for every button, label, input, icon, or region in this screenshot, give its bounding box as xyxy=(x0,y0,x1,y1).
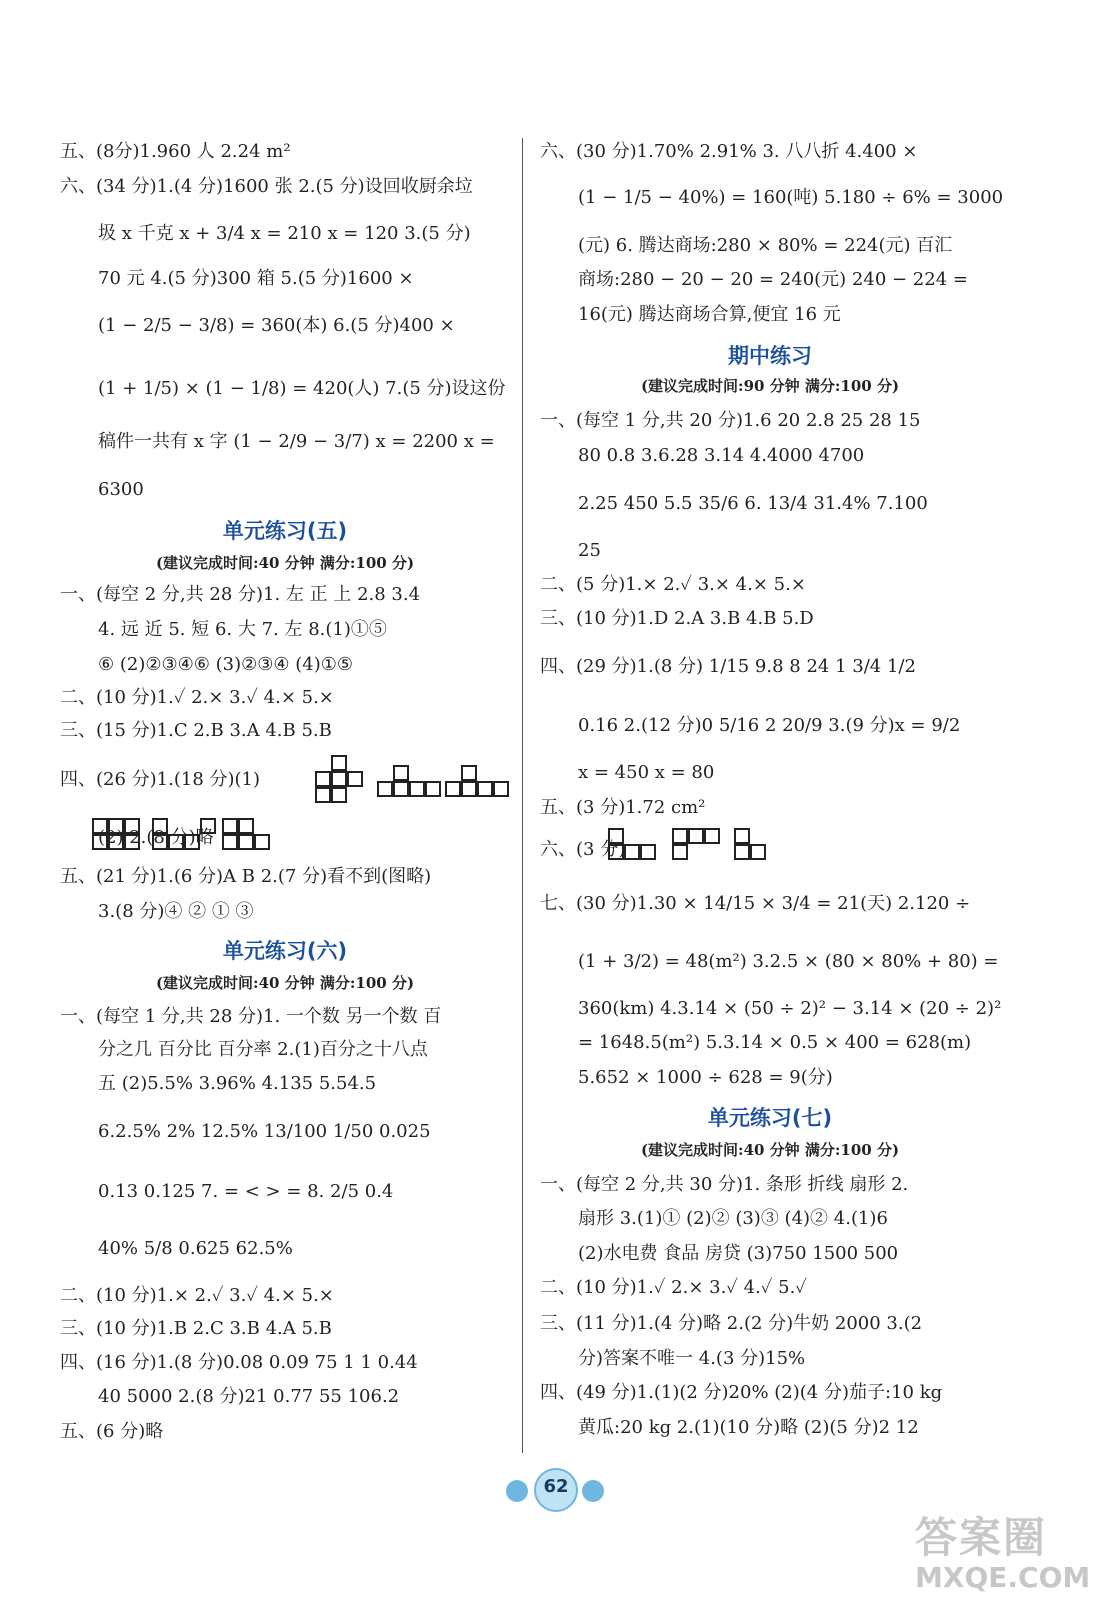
answer-line: 三、(10 分)1.B 2.C 3.B 4.A 5.B xyxy=(60,1318,332,1339)
net-square xyxy=(704,828,720,844)
net-square xyxy=(92,834,108,850)
net-square xyxy=(445,781,461,797)
answer-line: 五、(8分)1.960 人 2.24 m² xyxy=(60,141,291,162)
answer-line: 6300 xyxy=(98,479,144,500)
net-square xyxy=(393,781,409,797)
net-square xyxy=(331,787,347,803)
net-square xyxy=(347,771,363,787)
answer-line: 2.25 450 5.5 35/6 6. 13/4 31.4% 7.100 xyxy=(578,493,928,514)
answer-line: 16(元) 腾达商场合算,便宜 16 元 xyxy=(578,304,841,325)
answer-line: ⑥ (2)②③④⑥ (3)②③④ (4)①⑤ xyxy=(98,654,354,675)
answer-line: 三、(15 分)1.C 2.B 3.A 4.B 5.B xyxy=(60,720,332,741)
section-subheading: (建议完成时间:90 分钟 满分:100 分) xyxy=(640,377,900,395)
answer-line: 六、(34 分)1.(4 分)1600 张 2.(5 分)设回收厨余垃 xyxy=(60,176,473,197)
net-square xyxy=(124,834,140,850)
answer-line: 三、(11 分)1.(4 分)略 2.(2 分)牛奶 2000 3.(2 xyxy=(540,1313,923,1334)
section-heading: 单元练习(七) xyxy=(707,1106,833,1130)
answer-line: (1 + 1/5) × (1 − 1/8) = 420(人) 7.(5 分)设这份 xyxy=(98,378,506,399)
answer-line: 5.652 × 1000 ÷ 628 = 9(分) xyxy=(578,1067,833,1088)
answer-line: 0.16 2.(12 分)0 5/16 2 20/9 3.(9 分)x = 9/2 xyxy=(578,715,961,736)
answer-line: 二、(5 分)1.× 2.✓ 3.× 4.× 5.× xyxy=(540,574,806,595)
answer-line: (元) 6. 腾达商场:280 × 80% = 224(元) 百汇 xyxy=(578,235,953,256)
cube-net-figures-row2 xyxy=(92,818,282,854)
answer-line: 4. 远 近 5. 短 6. 大 7. 左 8.(1)①⑤ xyxy=(98,619,387,640)
answer-line: 3.(8 分)④ ② ① ③ xyxy=(98,901,254,922)
net-square xyxy=(672,844,688,860)
answer-line: (2)水电费 食品 房贷 (3)750 1500 500 xyxy=(578,1243,899,1264)
answer-line: 圾 x 千克 x + 3/4 x = 210 x = 120 3.(5 分) xyxy=(98,223,471,244)
net-square xyxy=(152,818,168,834)
decor-ball-left xyxy=(506,1480,528,1502)
answer-line: 五、(6 分)略 xyxy=(60,1421,164,1442)
watermark-logo xyxy=(915,1505,1090,1594)
net-square xyxy=(315,771,331,787)
section-subheading: (建议完成时间:40 分钟 满分:100 分) xyxy=(155,554,415,572)
net-square xyxy=(331,771,347,787)
watermark-url: MXQE.COM xyxy=(915,1561,1091,1594)
net-square xyxy=(108,818,124,834)
net-square xyxy=(608,828,624,844)
answer-line: 六、(30 分)1.70% 2.91% 3. 八八折 4.400 × xyxy=(540,141,918,162)
page-number-badge xyxy=(490,1468,630,1510)
net-square xyxy=(425,781,441,797)
answer-line: = 1648.5(m²) 5.3.14 × 0.5 × 400 = 628(m) xyxy=(578,1032,972,1053)
answer-line: (1 − 2/5 − 3/8) = 360(本) 6.(5 分)400 × xyxy=(98,315,455,336)
net-square xyxy=(315,787,331,803)
answer-line: (2) 2.(8 分)略 xyxy=(98,827,214,848)
answer-line: 四、(49 分)1.(1)(2 分)20% (2)(4 分)茄子:10 kg xyxy=(540,1382,943,1403)
answer-line: 二、(10 分)1.✓ 2.× 3.✓ 4.✓ 5.✓ xyxy=(540,1277,807,1298)
net-square xyxy=(461,781,477,797)
net-square xyxy=(461,765,477,781)
net-square xyxy=(222,818,238,834)
net-square xyxy=(409,781,425,797)
net-square xyxy=(168,834,184,850)
net-square xyxy=(254,834,270,850)
net-square xyxy=(477,781,493,797)
answer-line: 一、(每空 1 分,共 28 分)1. 一个数 另一个数 百 xyxy=(60,1006,442,1027)
answer-line: 分)答案不唯一 4.(3 分)15% xyxy=(578,1348,806,1369)
answer-line: 一、(每空 2 分,共 30 分)1. 条形 折线 扇形 2. xyxy=(540,1174,909,1195)
watermark-text: 答案圈 xyxy=(915,1513,1048,1562)
answer-line: 40 5000 2.(8 分)21 0.77 55 106.2 xyxy=(98,1386,400,1407)
answer-line: 稿件一共有 x 字 (1 − 2/9 − 3/7) x = 2200 x = xyxy=(98,431,495,452)
answer-line: 80 0.8 3.6.28 3.14 4.4000 4700 xyxy=(578,445,865,466)
net-square xyxy=(377,781,393,797)
net-square xyxy=(672,828,688,844)
section-subheading: (建议完成时间:40 分钟 满分:100 分) xyxy=(155,974,415,992)
answer-line: 黄瓜:20 kg 2.(1)(10 分)略 (2)(5 分)2 12 xyxy=(578,1417,919,1438)
answer-line: 四、(16 分)1.(8 分)0.08 0.09 75 1 1 0.44 xyxy=(60,1352,418,1373)
net-square xyxy=(734,828,750,844)
net-square xyxy=(624,844,640,860)
answer-line: 扇形 3.(1)① (2)② (3)③ (4)② 4.(1)6 xyxy=(578,1208,888,1229)
net-square xyxy=(331,755,347,771)
answer-line: 三、(10 分)1.D 2.A 3.B 4.B 5.D xyxy=(540,608,814,629)
answer-line: 五 (2)5.5% 3.96% 4.135 5.54.5 xyxy=(98,1073,377,1094)
answer-line: 四、(26 分)1.(18 分)(1) xyxy=(60,769,261,790)
answer-line: x = 450 x = 80 xyxy=(578,762,715,783)
section-heading: 单元练习(六) xyxy=(222,939,348,963)
cube-net-figures-answer xyxy=(608,828,778,868)
decor-ball-right xyxy=(582,1480,604,1502)
net-square xyxy=(238,818,254,834)
net-square xyxy=(92,818,108,834)
answer-line: 25 xyxy=(578,540,601,561)
net-square xyxy=(184,834,200,850)
answer-line: 360(km) 4.3.14 × (50 ÷ 2)² − 3.14 × (20 ÷ 2)² xyxy=(578,998,1002,1019)
answer-line: (1 + 3/2) = 48(m²) 3.2.5 × (80 × 80% + 80) = xyxy=(578,951,999,972)
answer-line: 五、(3 分)1.72 cm² xyxy=(540,797,706,818)
answer-line: (1 − 1/5 − 40%) = 160(吨) 5.180 ÷ 6% = 3000 xyxy=(578,187,1004,208)
answer-line: 6.2.5% 2% 12.5% 13/100 1/50 0.025 xyxy=(98,1121,431,1142)
net-square xyxy=(608,844,624,860)
net-square xyxy=(222,834,238,850)
section-heading: 期中练习 xyxy=(728,344,812,368)
answer-line: 二、(10 分)1.× 2.✓ 3.✓ 4.× 5.× xyxy=(60,1285,334,1306)
net-square xyxy=(238,834,254,850)
answer-line: 分之几 百分比 百分率 2.(1)百分之十八点 xyxy=(98,1039,428,1060)
section-heading: 单元练习(五) xyxy=(222,519,348,543)
cube-net-figures-row1 xyxy=(315,755,490,805)
answer-line: 七、(30 分)1.30 × 14/15 × 3/4 = 21(天) 2.120 ÷ xyxy=(540,893,971,914)
answer-line: 六、(3 分) xyxy=(540,839,626,860)
answer-line: 0.13 0.125 7. = < > = 8. 2/5 0.4 xyxy=(98,1181,394,1202)
answer-line: 商场:280 − 20 − 20 = 240(元) 240 − 224 = xyxy=(578,269,968,290)
answer-line: 二、(10 分)1.✓ 2.× 3.✓ 4.× 5.× xyxy=(60,687,334,708)
answer-line: 四、(29 分)1.(8 分) 1/15 9.8 8 24 1 3/4 1/2 xyxy=(540,656,916,677)
net-square xyxy=(200,818,216,834)
net-square xyxy=(750,844,766,860)
net-square xyxy=(493,781,509,797)
page-number: 62 xyxy=(543,1476,569,1497)
net-square xyxy=(688,828,704,844)
net-square xyxy=(393,765,409,781)
net-square xyxy=(124,818,140,834)
net-square xyxy=(734,844,750,860)
answer-line: 70 元 4.(5 分)300 箱 5.(5 分)1600 × xyxy=(98,268,414,289)
net-square xyxy=(108,834,124,850)
column-divider xyxy=(522,138,523,1453)
section-subheading: (建议完成时间:40 分钟 满分:100 分) xyxy=(640,1141,900,1159)
answer-line: 一、(每空 2 分,共 28 分)1. 左 正 上 2.8 3.4 xyxy=(60,584,421,605)
net-square xyxy=(152,834,168,850)
answer-line: 40% 5/8 0.625 62.5% xyxy=(98,1238,293,1259)
net-square xyxy=(640,844,656,860)
answer-line: 五、(21 分)1.(6 分)A B 2.(7 分)看不到(图略) xyxy=(60,866,432,887)
answer-line: 一、(每空 1 分,共 20 分)1.6 20 2.8 25 28 15 xyxy=(540,410,921,431)
